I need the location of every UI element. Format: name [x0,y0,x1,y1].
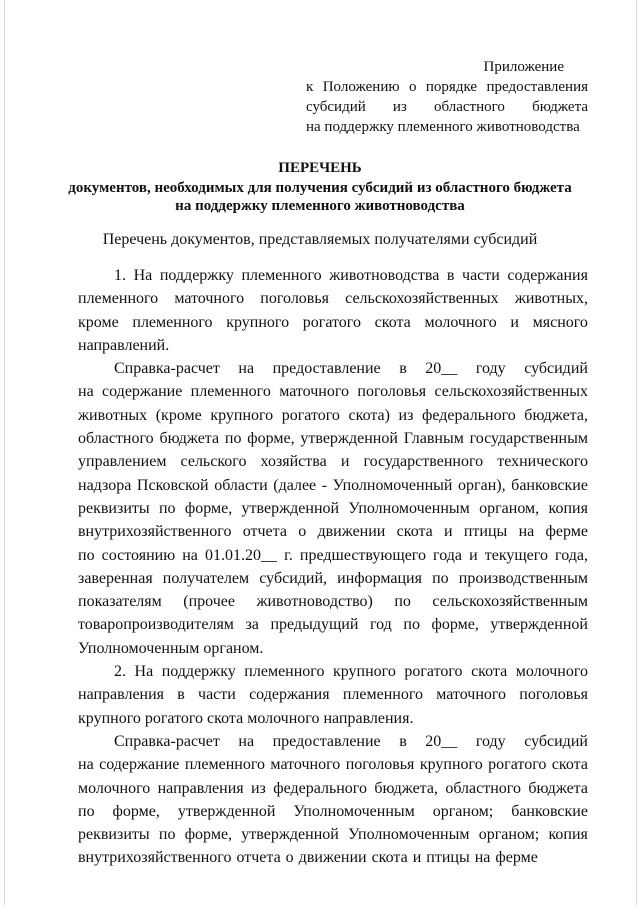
word: скота [374,313,411,331]
word: части [198,686,236,704]
word: форме, [184,826,233,844]
word: году [475,732,506,750]
word: г. [284,546,293,564]
word: по [158,499,176,517]
text-line [78,567,588,590]
word: Уполномоченным органом. [78,639,264,657]
word: Уполномоченным [293,802,415,820]
word: - [321,476,328,494]
word: текущего [484,546,548,564]
word: 20__ [425,732,458,750]
word: по [224,430,242,448]
text-line [78,613,588,636]
word: год [369,616,392,634]
word: крупного [419,756,483,774]
word: кроме [78,313,119,331]
word: года [433,546,462,564]
word: маточного [436,686,507,704]
text-line [78,800,588,823]
word: реквизиты [78,826,150,844]
word: содержания [507,267,588,284]
word: форме, [431,616,479,634]
word: орган), [458,476,506,494]
word: бюджета [532,99,588,115]
word: молочного [424,313,497,331]
text-line [78,520,588,543]
word: по [78,802,95,820]
word: отчета [242,523,287,541]
paragraph [78,730,588,870]
word: на [474,849,491,867]
word: банковские [511,476,588,494]
word: Положению [322,79,400,95]
word: о [285,849,294,867]
word: на [182,546,198,564]
text-line [78,334,588,357]
word: содержания [249,686,330,704]
text-line [78,311,588,334]
word: На [134,663,154,681]
word: по [78,546,95,564]
word: скота [551,756,588,774]
word: надзора [78,476,132,494]
word: на [78,756,94,774]
text-line [78,404,588,427]
word: копия [548,826,588,844]
word: форме, [184,499,233,517]
word: племенного [132,313,213,331]
word: и [510,313,519,331]
word: рогатого [281,406,340,424]
word: Справка-расчет [114,732,220,750]
word: получателем [162,569,250,587]
word: утвержденной [241,499,340,517]
word: сельскохозяйственных [345,290,499,308]
text-line [78,753,588,776]
word: движении [317,523,386,541]
word: областного [445,779,521,797]
word: за [245,616,259,634]
word: движении [298,849,367,867]
word: году [475,360,506,378]
word: в [446,267,455,284]
word: бюджета, [374,779,438,797]
word: ферме [545,523,588,541]
word: предшествующего [299,546,426,564]
word: животноводства [329,267,440,284]
word: по [403,616,420,634]
word: по [432,569,449,587]
word: информация [337,569,422,587]
text-line [78,730,588,753]
word: 20__ [425,360,458,378]
word: органом; [478,826,540,844]
word: ферме [495,849,538,867]
word: предоставление [272,360,381,378]
scan-edge-right [636,0,637,905]
word: отчета [236,849,281,867]
word: предыдущий [270,616,359,634]
word: технического [497,453,588,471]
word: птицы [426,849,470,867]
text-line [78,660,588,683]
word: форме, [247,430,295,448]
word: племенного [190,383,271,401]
word: рогатого [404,663,463,681]
word: животных, [514,290,588,308]
word: 01.01.20__ [204,546,277,564]
word: из [392,99,407,115]
document-title-line-3: на поддержку племенного животноводства [175,198,465,214]
document-title-line-2: документов, необходимых для получения субсидий из областного бюджета [68,180,572,196]
word: племенного [244,663,325,681]
text-line [78,683,588,706]
word: крупного рогатого скота молочного направления. [78,709,414,727]
word: бюджета [528,779,588,797]
word: реквизиты [78,499,150,517]
word: областного [78,430,154,448]
text-line [78,427,588,450]
word: племенного [241,267,322,284]
word: органом; [432,802,494,820]
word: органом, [479,499,540,517]
word: копия [548,499,588,517]
text-line [78,287,588,310]
paragraph [78,660,588,730]
word: 2. [114,663,126,681]
word: по [394,593,411,611]
word: внутрихозяйственного [78,849,232,867]
word: года, [555,546,588,564]
word: Справка-расчет [114,360,220,378]
word: из [398,406,414,424]
word: племенного [78,290,159,308]
word: показателям [78,593,162,611]
text-line [78,707,588,730]
word: поголовья [260,290,330,308]
paragraph [78,264,588,357]
word: рогатого [488,756,547,774]
word: сельскохозяйственных [434,383,588,401]
word: федерального [421,406,516,424]
word: форме, [112,802,160,820]
word: о [298,523,307,541]
word: в [177,686,185,704]
word: внутрихозяйственного [78,523,232,541]
document-body [78,264,588,870]
word: поддержку [159,267,234,284]
word: на [238,732,255,750]
word: утвержденной [490,616,588,634]
text-line [78,846,588,869]
text-line [78,544,588,567]
word: из [250,779,266,797]
word: молочного [515,663,588,681]
word: субсидий [306,99,366,115]
word: мясного [532,313,588,331]
word: племенного [342,686,423,704]
word: банковские [511,802,588,820]
word: скота [371,849,408,867]
word: о [408,79,417,95]
word: маточного [270,756,341,774]
word: субсидий [524,732,588,750]
word: Уполномоченным [348,499,470,517]
word: на [78,383,94,401]
word: государственным [469,430,588,448]
word: (прочее [183,593,235,611]
word: бюджета, [524,406,588,424]
word: племенного [184,756,265,774]
scan-edge-left [4,0,5,905]
word: на [518,523,535,541]
word: и [340,453,350,471]
text-line [78,450,588,473]
appendix-header [306,57,588,137]
word: к [306,79,314,95]
word: на [238,360,255,378]
word: (далее [273,476,317,494]
appendix-line-2 [306,97,588,117]
word: скота [396,523,433,541]
word: субсидий [524,360,588,378]
word: содержание [102,383,183,401]
word: и [444,523,453,541]
text-line [78,497,588,520]
paragraph [78,357,588,660]
word: предоставления [486,79,588,95]
word: Уполномоченным [348,826,470,844]
word: в [399,732,407,750]
word: скота) [348,406,390,424]
word: области [214,476,268,494]
word: маточного [279,383,350,401]
word: состоянию [101,546,176,564]
word: животноводство) [256,593,373,611]
word: областного [434,99,505,115]
word: животных [78,406,148,424]
appendix-line-1 [306,77,588,97]
word: птицы [463,523,508,541]
word: крупного [210,406,274,424]
word: направления [157,779,244,797]
word: предоставление [272,732,381,750]
word: поголовья [519,686,588,704]
text-line [78,264,588,287]
word: части [462,267,500,284]
document-title: ПЕРЕЧЕНЬ [278,160,362,176]
word: на поддержку племенного животноводства [306,119,580,135]
word: (кроме [155,406,202,424]
text-line [78,777,588,800]
word: федерального [273,779,367,797]
word: На [133,267,153,284]
word: по [158,826,176,844]
word: утвержденной [241,826,339,844]
appendix-line-3 [306,117,588,137]
word: хозяйства [260,453,327,471]
appendix-title: Приложение [483,59,564,75]
word: рогатого [302,313,361,331]
word: поддержку [161,663,236,681]
document-subtitle: Перечень документов, представляемых получателями субсидий [102,231,538,248]
word: и [469,546,478,564]
word: товаропроизводителям [78,616,234,634]
word: направлений. [78,336,170,354]
word: Псковской [136,476,209,494]
text-line [78,357,588,380]
word: поголовья [357,383,427,401]
word: поголовья [345,756,415,774]
word: маточного [174,290,245,308]
word: скота [471,663,508,681]
word: 1. [114,267,126,284]
word: Уполномоченный [332,476,453,494]
word: заверенная [78,569,153,587]
word: сельского [180,453,247,471]
word: Главным [403,430,464,448]
text-line [78,380,588,403]
word: крупного [332,663,396,681]
word: управлением [78,453,167,471]
word: государственного [363,453,484,471]
text-line [78,637,588,660]
word: молочного [78,779,151,797]
word: бюджета [159,430,220,448]
text-line [78,474,588,497]
word: содержание [99,756,180,774]
word: субсидий, [259,569,328,587]
word: утвержденной [177,802,276,820]
word: утвержденной [300,430,398,448]
word: и [412,849,422,867]
word: крупного [226,313,290,331]
word: порядке [425,79,478,95]
word: сельскохозяйственным [432,593,588,611]
word: производственным [458,569,588,587]
text-line [78,590,588,613]
text-line [78,823,588,846]
word: в [399,360,407,378]
word: направления [78,686,165,704]
